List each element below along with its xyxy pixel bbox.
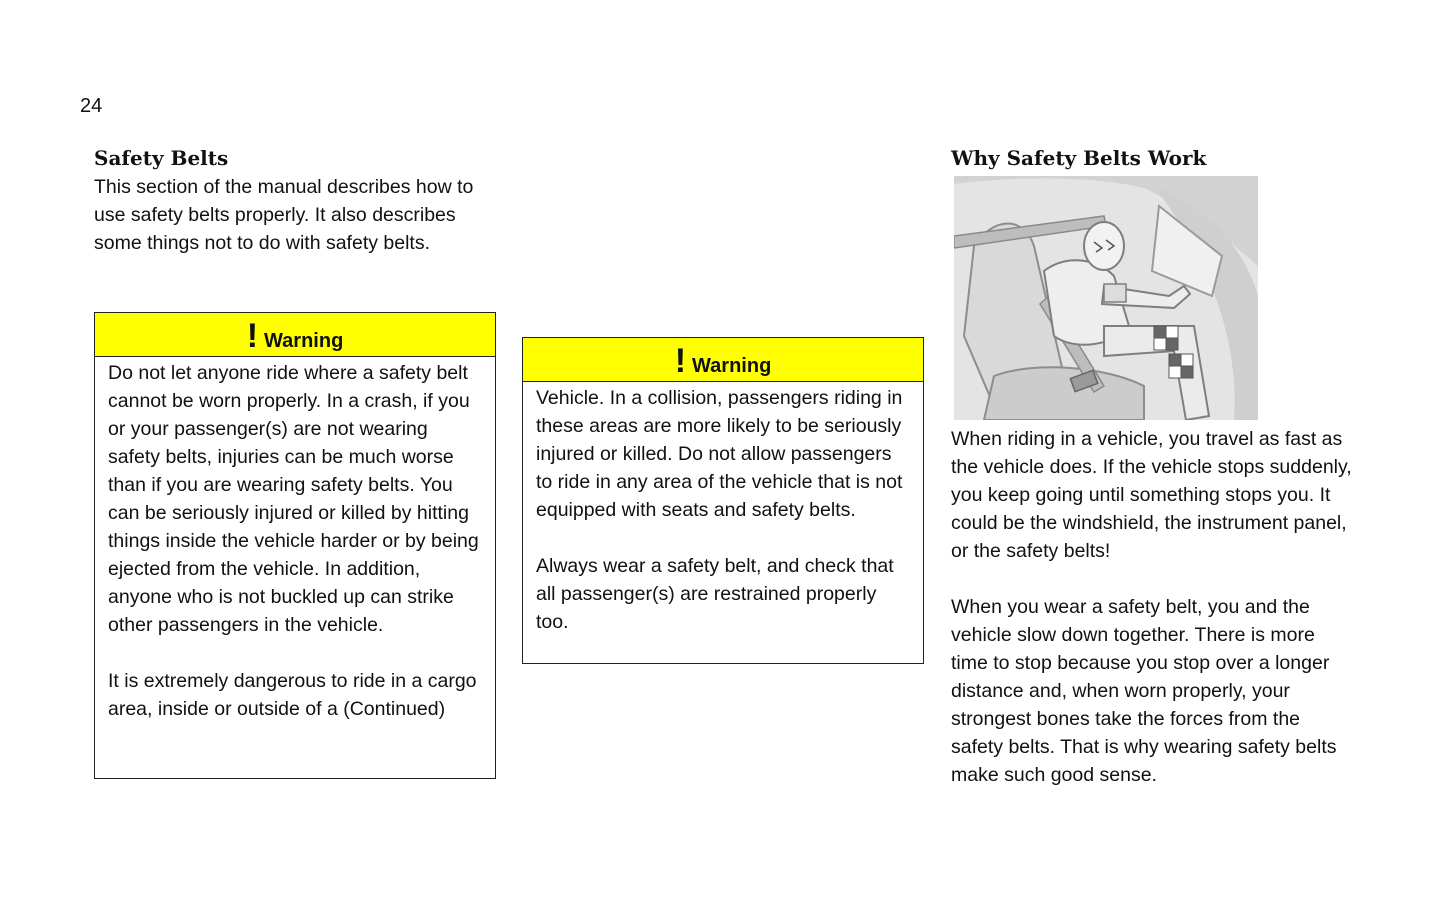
warning-label: Warning xyxy=(692,355,772,377)
warning-box-1 xyxy=(94,312,496,779)
exclamation-icon: ! xyxy=(674,342,687,380)
warning-header xyxy=(95,313,495,357)
page-number: 24 xyxy=(80,95,103,117)
warning-body xyxy=(523,382,923,636)
warning-paragraph: Always wear a safety belt, and check that all passenger(s) are restrained properly too. xyxy=(536,555,894,633)
warning-body xyxy=(95,357,495,723)
crash-test-dummy-illustration xyxy=(954,176,1258,420)
warning-paragraph: It is extremely dangerous to ride in a cargo area, inside or outside of a (Continued) xyxy=(108,670,477,720)
section-title-safety-belts: Safety Belts xyxy=(94,146,229,170)
body-paragraph: When you wear a safety belt, you and the vehicle slow down together. There is more time to stop because you stop over a longer distance and, when worn properly, your strongest bones take the forces from the safety belts. That is why wearing safety belts make such good sense. xyxy=(951,596,1337,786)
warning-box-2 xyxy=(522,337,924,664)
body-paragraph: When riding in a vehicle, you travel as fast as the vehicle does. If the vehicle stops suddenly, you keep going until something stops you. It could be the windshield, the instrument panel, or the safety belts! xyxy=(951,428,1352,562)
section-body xyxy=(951,425,1356,789)
warning-label: Warning xyxy=(264,330,344,352)
section-title-why-safety-belts-work: Why Safety Belts Work xyxy=(951,146,1207,170)
warning-header xyxy=(523,338,923,382)
warning-paragraph: Do not let anyone ride where a safety belt cannot be worn properly. In a crash, if you or your passenger(s) are not wearing safety belts, injuries can be much worse than if you are wearing safety belts. You can be seriously injured or killed by hitting things inside the vehicle harder or by being ejected from the vehicle. In addition, anyone who is not buckled up can strike other passengers in the vehicle. xyxy=(108,362,479,636)
warning-paragraph: Vehicle. In a collision, passengers riding in these areas are more likely to be seriously injured or killed. Do not allow passengers to ride in any area of the vehicle that is not equipped with seats and safety belts. xyxy=(536,387,903,521)
exclamation-icon: ! xyxy=(246,317,259,355)
section-intro: This section of the manual describes how to use safety belts properly. It also describes some things not to do with safety belts. xyxy=(94,176,474,254)
